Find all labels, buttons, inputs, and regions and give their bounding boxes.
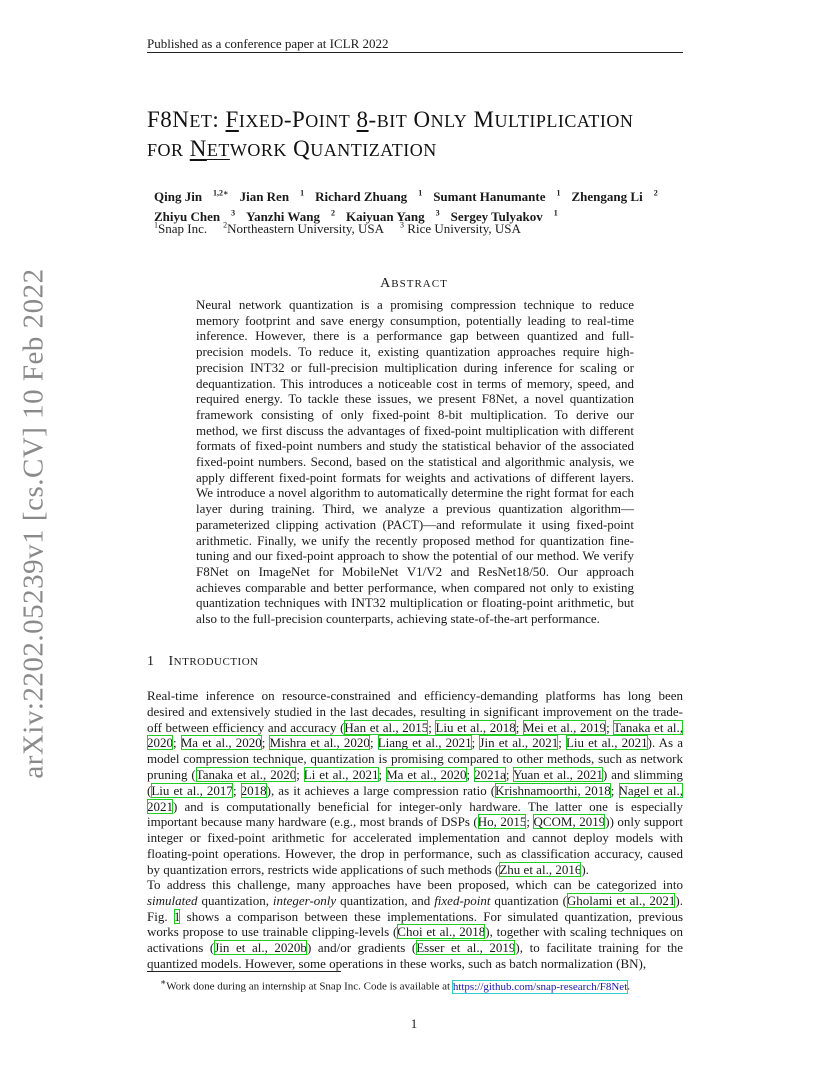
citation-link[interactable]: Ma et al., 2020: [386, 766, 467, 782]
body-text: ;: [428, 719, 436, 735]
affiliation: [154, 221, 207, 236]
author-name: Zhengang Li: [571, 189, 643, 205]
citation-link[interactable]: Choi et al., 2018: [397, 924, 486, 940]
author-name: Zhiyu Chen: [154, 208, 221, 224]
body-text: ). Fig.: [147, 892, 683, 924]
citation-link[interactable]: 2018: [240, 782, 267, 798]
author: [572, 189, 658, 204]
title-line-1: F8NET: FIXED-POINT 8-BIT ONLY MULTIPLICATION: [147, 107, 634, 132]
author-name: Yanzhi Wang: [246, 208, 320, 224]
citation-link[interactable]: Yuan et al., 2021: [513, 766, 603, 782]
body-text: ). As a model compression technique, quantization is promising compared to other methods, such as network pruning (: [147, 735, 683, 782]
arxiv-id: arXiv:2202.05239v1 [cs.CV] 10 Feb 2022: [17, 267, 50, 779]
body-text: ), together with scaling techniques on activations (: [147, 924, 684, 956]
body-text: ;: [369, 735, 378, 751]
citation-link[interactable]: Ma et al., 2020: [180, 735, 262, 751]
author-name: Jian Ren: [239, 189, 290, 205]
body-text: ;: [471, 735, 480, 751]
citation-link[interactable]: Esser et al., 2019: [416, 940, 516, 956]
author-name: Kaiyuan Yang: [345, 208, 425, 224]
arxiv-watermark: [14, 267, 54, 779]
affiliation: [400, 221, 521, 236]
author-name: Sergey Tulyakov: [450, 208, 543, 224]
footnote: [160, 977, 630, 993]
affiliation-name: Northeastern University, USA: [227, 221, 385, 237]
body-text: Real-time inference on resource-constrained and efficiency-demanding platforms has long been desired and extensively studied in the last decades, resulting in significant improvement on the trade-off between efficiency and accuracy (: [147, 688, 683, 735]
footnote-end: .: [627, 980, 630, 993]
header-rule: [147, 52, 683, 53]
body-text: ;: [610, 782, 619, 798]
author-name: Qing Jin: [154, 189, 203, 205]
author-affiliation-mark: 2: [330, 208, 335, 218]
body-text: ;: [606, 719, 614, 735]
citation-link[interactable]: Mei et al., 2019: [522, 719, 607, 735]
citation-link[interactable]: Han et al., 2015: [344, 719, 429, 735]
author-affiliation-mark: 1,2∗: [213, 189, 229, 198]
body-text: quantization (: [490, 892, 567, 908]
affiliation-mark: 1: [154, 221, 158, 230]
citation-link[interactable]: Krishnamoorthi, 2018: [495, 782, 611, 798]
citation-link[interactable]: Liu et al., 2018: [435, 719, 516, 735]
author-row-1: [154, 186, 669, 205]
intro-paragraph-2: [147, 877, 683, 972]
body-text: ;: [173, 735, 181, 751]
author-name: Richard Zhuang: [315, 189, 408, 205]
body-text: ;: [378, 766, 387, 782]
emphasis-text: integer-only: [272, 892, 337, 908]
body-text: ;: [526, 814, 534, 830]
author: [433, 189, 560, 204]
abstract-heading: ABSTRACT: [380, 276, 448, 291]
citation-link[interactable]: Nagel et al., 2021: [147, 782, 683, 814]
author-list: [154, 186, 669, 225]
affiliation-name: Rice University, USA: [404, 221, 521, 237]
citation-link[interactable]: Liu et al., 2021: [565, 735, 648, 751]
page-number: 1: [410, 1016, 418, 1031]
citation-link[interactable]: Mishra et al., 2020: [269, 735, 370, 751]
intro-paragraph-1: [147, 688, 683, 878]
citation-link[interactable]: 1: [173, 908, 181, 924]
footnote-mark: ∗: [160, 977, 167, 987]
affiliation-mark: 3: [400, 221, 405, 230]
citation-link[interactable]: Tanaka et al., 2020: [147, 719, 683, 751]
citation-link[interactable]: Jin et al., 2021: [479, 735, 559, 751]
body-text: ) and/or gradients (: [306, 940, 417, 956]
citation-link[interactable]: 2021a: [474, 766, 506, 782]
body-text: quantization, and: [336, 892, 435, 908]
body-text: ;: [261, 735, 270, 751]
paper-title: [147, 106, 707, 164]
body-text: ;: [558, 735, 566, 751]
author-affiliation-mark: 1: [300, 189, 305, 198]
author-affiliation-mark: 3: [231, 208, 236, 218]
citation-link[interactable]: Liang et al., 2021: [377, 735, 472, 751]
citation-link[interactable]: QCOM, 2019: [533, 814, 606, 830]
emphasis-text: fixed-point: [434, 892, 491, 908]
body-text: ;: [505, 766, 513, 782]
body-text: ), as it achieves a large compression ratio (: [266, 782, 496, 798]
author-affiliation-mark: 3: [435, 208, 440, 218]
affiliation-name: Snap Inc.: [158, 221, 208, 237]
body-text: To address this challenge, many approaches have been proposed, which can be categorized into: [147, 877, 683, 892]
author-affiliation-mark: 2: [653, 189, 658, 198]
body-text: shows a comparison between these implementations. For simulated quantization, previous works propose to use trainable clipping-levels (: [147, 908, 684, 940]
author-affiliation-mark: 1: [556, 189, 561, 198]
author-name: Sumant Hanumante: [433, 189, 546, 205]
section-title: INTRODUCTION: [168, 654, 259, 669]
author: [240, 189, 304, 204]
code-link[interactable]: https://github.com/snap-research/F8Net: [452, 980, 628, 993]
body-text: ;: [296, 766, 304, 782]
citation-link[interactable]: Zhu et al., 2016: [499, 861, 582, 877]
author: [154, 189, 229, 204]
author: [315, 189, 422, 204]
body-text: )) only support integer or fixed-point arithmetic for accelerated implementation and cannot deploy models with floating-point operations. However, the drop in performance, such as classification accuracy, caused by quantization errors, restricts wide applications of such methods (: [147, 814, 683, 877]
body-text: ).: [581, 861, 589, 877]
footnote-text: Work done during an internship at Snap Inc. Code is available at: [166, 980, 453, 993]
body-text: ;: [232, 782, 241, 798]
body-text: ) and slimming (: [147, 766, 683, 798]
citation-link[interactable]: Jin et al., 2020b: [214, 940, 307, 956]
body-text: ) and is computationally beneficial for integer-only hardware. The latter one is especially important because many hardware (e.g., most brands of DSPs (: [147, 798, 683, 830]
citation-link[interactable]: Gholami et al., 2021: [566, 892, 676, 908]
citation-link[interactable]: Li et al., 2021: [303, 766, 379, 782]
citation-link[interactable]: Tanaka et al., 2020: [195, 766, 297, 782]
body-text: ), to facilitate training for the quantized models. However, some operations in these works, such as batch normalization (BN),: [147, 940, 683, 971]
citation-link[interactable]: Liu et al., 2017: [151, 782, 233, 798]
affiliation-mark: 2: [223, 221, 228, 230]
citation-link[interactable]: Ho, 2015: [477, 814, 527, 830]
affiliation: [223, 221, 384, 236]
body-text: ;: [466, 766, 475, 782]
footnote-rule: [147, 971, 341, 972]
section-heading: [147, 654, 259, 670]
abstract-body: Neural network quantization is a promising compression technique to reduce memory footprint and save energy consumption, potentially leading to real-time inference. However, there is a performance gap between quantized and full-precision models. To reduce it, existing quantization approaches require high-precision INT32 or full-precision multiplication during inference for scaling or dequantization. This introduces a noticeable cost in terms of memory, speed, and required energy. To tackle these issues, we present F8Net, a novel quantization framework consisting of only fixed-point 8-bit multiplication. To derive our method, we first discuss the advantages of fixed-point multiplication with different formats of fixed-point numbers and study the statistical behavior of the associated fixed-point numbers. Second, based on the statistical and algorithmic analysis, we apply different fixed-point formats for weights and activations of different layers. We introduce a novel algorithm to automatically determine the right format for each layer during training. Third, we analyze a previous quantization algorithm—parameterized clipping activation (PACT)—and reformulate it using fixed-point arithmetic. Finally, we unify the recently proposed method for quantization fine-tuning and our fixed-point approach to show the potential of our method. We verify F8Net on ImageNet for MobileNet V1/V2 and ResNet18/50. Our approach achieves comparable and better performance, when compared not only to existing quantization techniques with INT32 multiplication or floating-point arithmetic, but also to the full-precision counterparts, achieving state-of-the-art performance.: [196, 297, 634, 627]
body-text: ;: [515, 719, 523, 735]
emphasis-text: simulated: [147, 892, 198, 908]
running-header: Published as a conference paper at ICLR 2022: [147, 36, 389, 51]
title-line-2: FOR NETWORK QUANTIZATION: [147, 136, 437, 161]
affiliations: [154, 221, 537, 237]
author-affiliation-mark: 1: [418, 189, 423, 198]
section-number: 1: [147, 654, 155, 669]
body-text: quantization,: [197, 892, 273, 908]
author-affiliation-mark: 1: [553, 208, 558, 218]
